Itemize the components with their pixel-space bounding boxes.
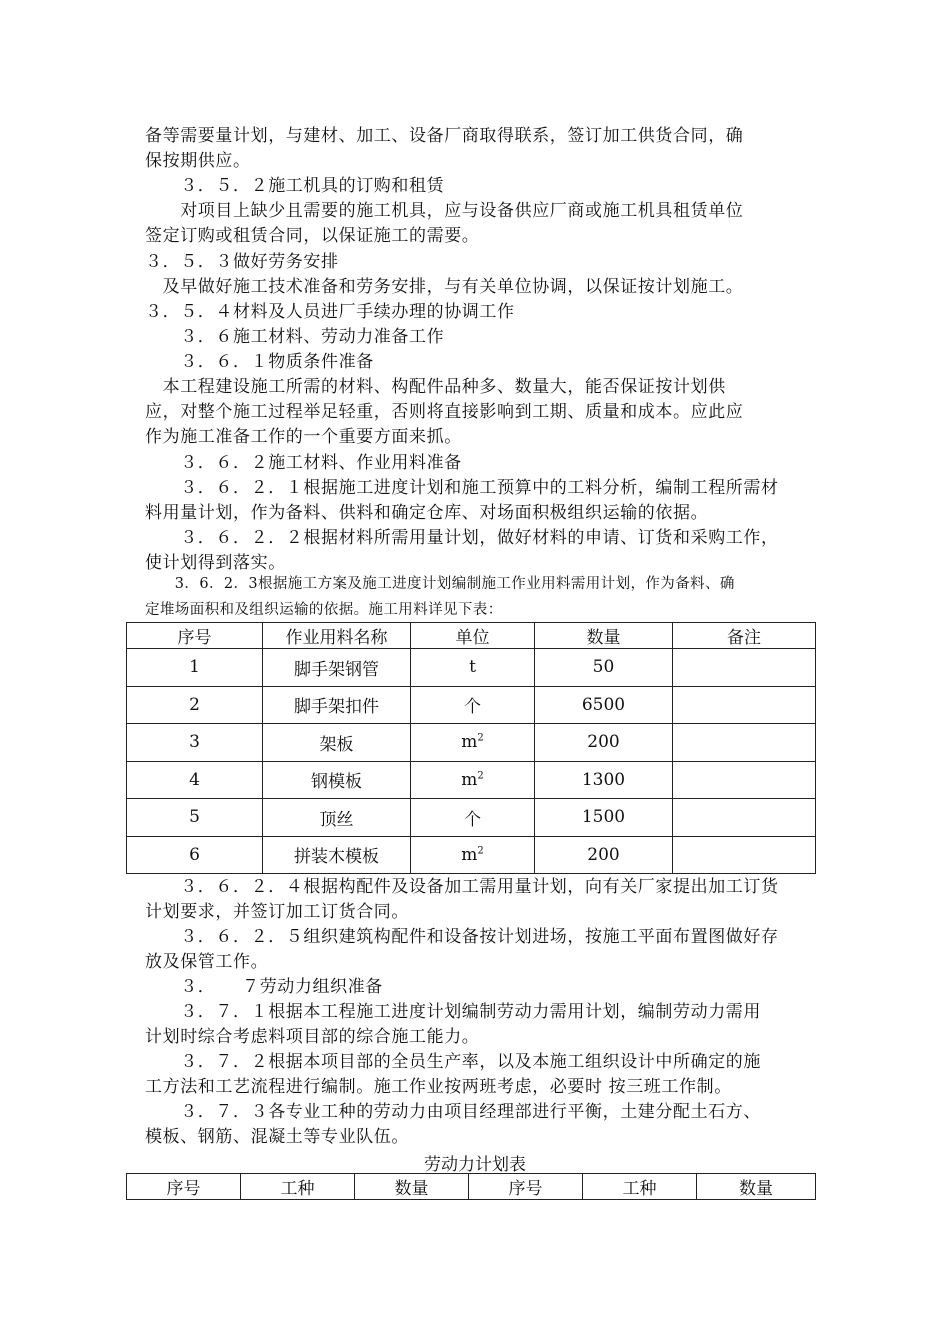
unit-text: 个 [464, 697, 481, 718]
cell-no: 4 [127, 761, 263, 799]
paragraph-line: 计划时综合考虑料项目部的综合施工能力。 [145, 1027, 480, 1047]
cell-qty: 1500 [535, 799, 673, 837]
paragraph-line: 计划要求，并签订加工订货合同。 [145, 902, 409, 922]
header-name: 作业用料名称 [263, 623, 411, 649]
cell-name: 钢模板 [263, 761, 411, 799]
cell-note [673, 761, 816, 799]
cell-no: 6 [127, 836, 263, 874]
cell-name: 拼装木模板 [263, 836, 411, 874]
paragraph-line: ３．６．２．５组织建筑构配件和设备按计划进场，按施工平面布置图做好存 [145, 927, 779, 947]
table-row [127, 761, 816, 799]
paragraph-line: ３．６．２．１根据施工进度计划和施工预算中的工料分析，编制工程所需材 [145, 478, 779, 498]
paragraph-line: 本工程建设施工所需的材料、构配件品种多、数量大，能否保证按计划供 [145, 377, 726, 397]
table-row [127, 686, 816, 724]
table-row [127, 724, 816, 762]
labor-table-caption: 劳动力计划表 [424, 1155, 526, 1175]
paragraph-line: ３．６施工材料、劳动力准备工作 [145, 327, 445, 347]
cell-name: 脚手架扣件 [263, 686, 411, 724]
cell-note [673, 799, 816, 837]
cell-name: 脚手架钢管 [263, 649, 411, 687]
labor-header-no-1: 序号 [127, 1174, 241, 1200]
header-no: 序号 [127, 623, 263, 649]
cell-no: 3 [127, 724, 263, 762]
header-note: 备注 [673, 623, 816, 649]
labor-header-trade-1: 工种 [241, 1174, 355, 1200]
labor-table [126, 1173, 816, 1200]
labor-header-qty-1: 数量 [355, 1174, 469, 1200]
labor-header-qty-2: 数量 [697, 1174, 816, 1200]
header-unit: 单位 [411, 623, 535, 649]
cell-note [673, 836, 816, 874]
materials-table [126, 622, 816, 874]
paragraph-line: 料用量计划，作为备料、供料和确定仓库、对场面积极组织运输的依据。 [145, 503, 709, 523]
paragraph-line: 使计划得到落实。 [145, 553, 286, 573]
unit-text: m [461, 769, 478, 790]
cell-no: 5 [127, 799, 263, 837]
paragraph-line: 备等需要量计划，与建材、加工、设备厂商取得联系，签订加工供货合同，确 [145, 126, 744, 146]
cell-unit [411, 686, 535, 724]
paragraph-line: 作为施工准备工作的一个重要方面来抓。 [145, 427, 462, 447]
table-row [127, 836, 816, 874]
cell-qty: 6500 [535, 686, 673, 724]
paragraph-line: ３．６．１物质条件准备 [145, 352, 374, 372]
paragraph-line: ３．５．３做好劳务安排 [145, 252, 339, 272]
paragraph-line: 及早做好施工技术准备和劳务安排，与有关单位协调，以保证按计划施工。 [145, 277, 744, 297]
labor-header-trade-2: 工种 [583, 1174, 697, 1200]
header-qty: 数量 [535, 623, 673, 649]
labor-table-header-row [127, 1174, 816, 1200]
paragraph-line: 保按期供应。 [145, 151, 251, 171]
cell-unit [411, 761, 535, 799]
cell-no: 1 [127, 649, 263, 687]
cell-unit [411, 836, 535, 874]
table-row [127, 799, 816, 837]
cell-note [673, 649, 816, 687]
unit-superscript: 2 [477, 732, 484, 744]
labor-header-no-2: 序号 [469, 1174, 583, 1200]
unit-text: m [461, 844, 478, 865]
unit-text: m [461, 732, 478, 753]
paragraph-line: 放及保管工作。 [145, 952, 269, 972]
materials-table-header-row [127, 623, 816, 649]
cell-no: 2 [127, 686, 263, 724]
cell-unit [411, 649, 535, 687]
materials-table-body [127, 649, 816, 874]
paragraph-line: 工方法和工艺流程进行编制。施工作业按两班考虑，必要时 按三班工作制。 [145, 1077, 732, 1097]
paragraph-line: 应，对整个施工过程举足轻重，否则将直接影响到工期、质量和成本。应此应 [145, 402, 744, 422]
cell-note [673, 686, 816, 724]
small-paragraph-line-2: 定堆场面积和及组织运输的依据。施工用料详见下表： [145, 602, 503, 618]
unit-text: 个 [464, 809, 481, 830]
paragraph-line: ３．７．３各专业工种的劳动力由项目经理部进行平衡，土建分配土石方、 [145, 1102, 761, 1122]
cell-qty: 200 [535, 836, 673, 874]
paragraph-line: 模板、钢筋、混凝土等专业队伍。 [145, 1127, 409, 1147]
paragraph-line: ３．５．２施工机具的订购和租赁 [145, 176, 445, 196]
paragraph-line: ３． ７劳动力组织准备 [145, 977, 383, 997]
cell-qty: 1300 [535, 761, 673, 799]
cell-name: 架板 [263, 724, 411, 762]
paragraph-line: ３．７．２根据本项目部的全员生产率，以及本施工组织设计中所确定的施 [145, 1052, 761, 1072]
small-paragraph-line-1: 3．6．2．3根据施工方案及施工进度计划编制施工作业用料需用计划，作为备料、确 [145, 576, 735, 592]
paragraph-line: 对项目上缺少且需要的施工机具，应与设备供应厂商或施工机具租赁单位 [145, 201, 744, 221]
cell-qty: 50 [535, 649, 673, 687]
paragraph-line: ３．５．４材料及人员进厂手续办理的协调工作 [145, 302, 515, 322]
cell-unit [411, 724, 535, 762]
cell-note [673, 724, 816, 762]
cell-unit [411, 799, 535, 837]
paragraph-line: ３．６．２施工材料、作业用料准备 [145, 453, 462, 473]
cell-name: 顶丝 [263, 799, 411, 837]
unit-superscript: 2 [477, 845, 484, 857]
paragraph-line: 签定订购或租赁合同，以保证施工的需要。 [145, 226, 480, 246]
paragraph-line: ３．７．１根据本工程施工进度计划编制劳动力需用计划，编制劳动力需用 [145, 1002, 761, 1022]
unit-text: t [469, 657, 476, 678]
paragraph-line: ３．６．２．２根据材料所需用量计划，做好材料的申请、订货和采购工作， [145, 528, 779, 548]
paragraph-line: ３．６．２．４根据构配件及设备加工需用量计划，向有关厂家提出加工订货 [145, 877, 779, 897]
table-row [127, 649, 816, 687]
cell-qty: 200 [535, 724, 673, 762]
unit-superscript: 2 [477, 770, 484, 782]
